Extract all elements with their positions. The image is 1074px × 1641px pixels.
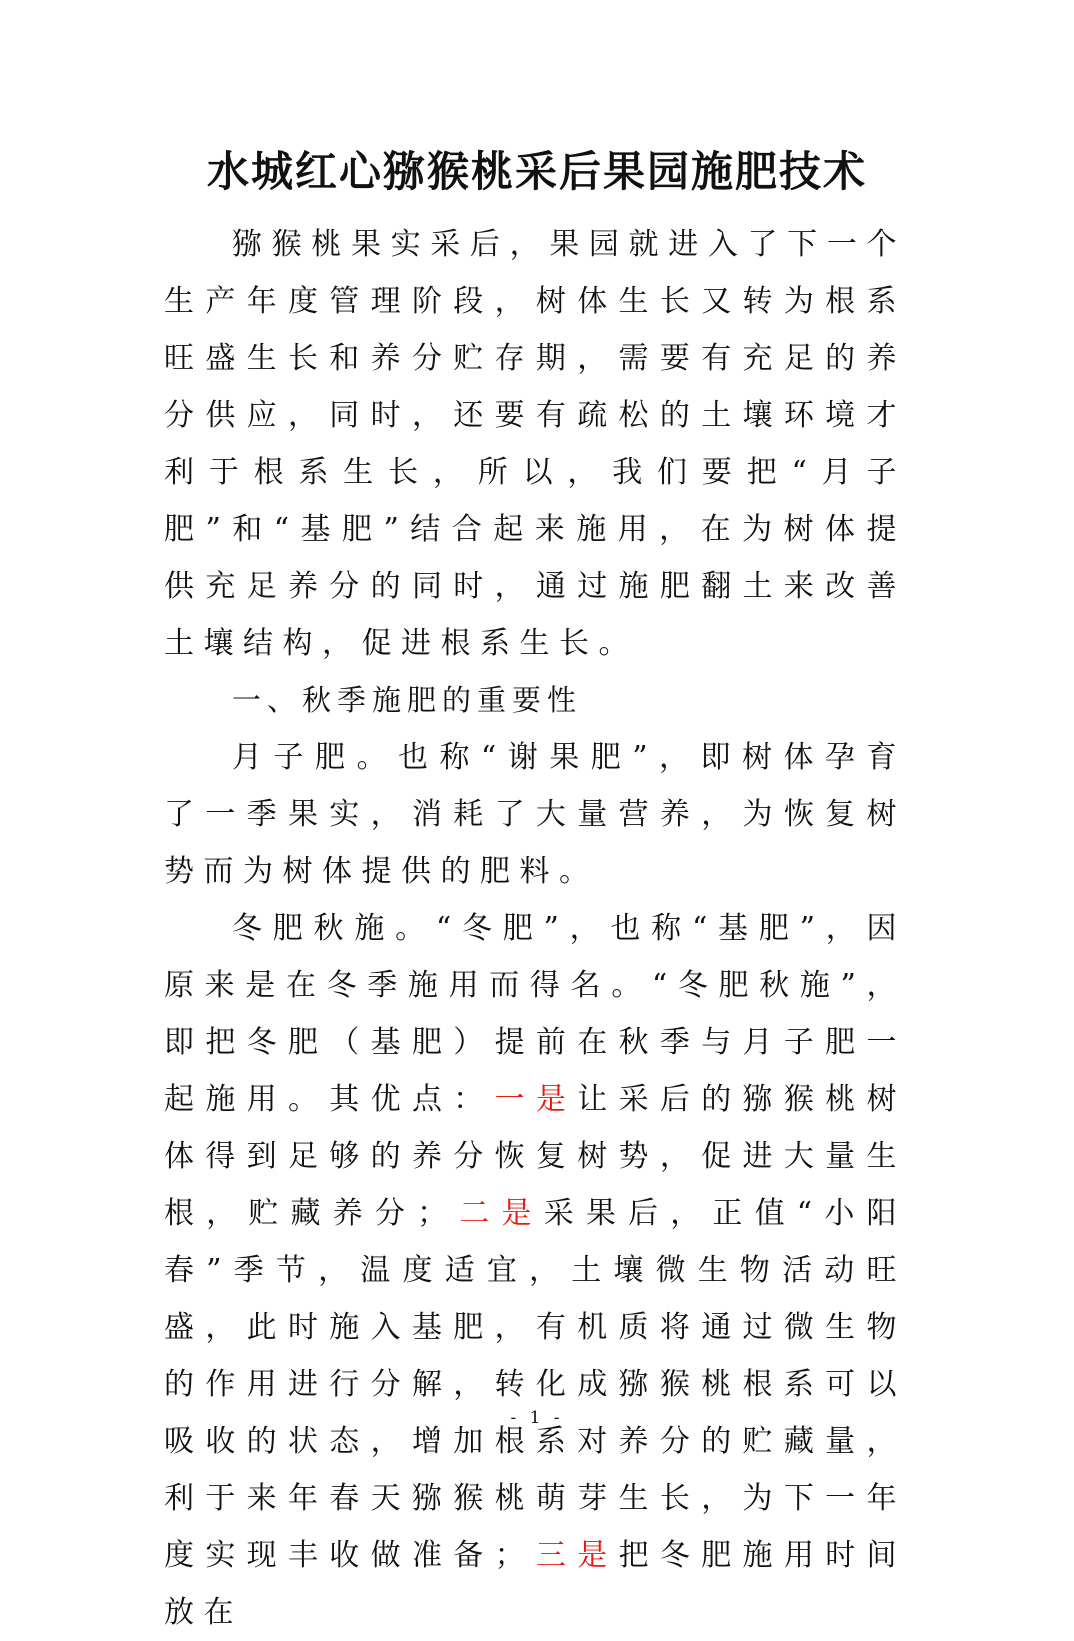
page-number: - 1 -	[510, 1408, 564, 1428]
intro-paragraph: 猕猴桃果实采后，果园就进入了下一个生产年度管理阶段，树体生长又转为根系旺盛生长和养分贮存期，需要有充足的养分供应，同时，还要有疏松的土壤环境才利于根系生长，所以，我们要把“月子肥”和“基肥”结合起来施用，在为树体提供充足养分的同时，通过施肥翻土来改善土壤结构，促进根系生长。	[164, 227, 906, 661]
section-heading: 一、秋季施肥的重要性	[232, 683, 583, 717]
dongfei-text-4: 把冬肥施用时间放在	[164, 1538, 907, 1630]
point-marker-2: 二是	[456, 1196, 544, 1231]
dongfei-text-1: 冬肥秋施。“冬肥”，也称“基肥”，因原来是在冬季施用而得名。“冬肥秋施”，即把冬肥（基肥）提前在秋季与月子肥一起施用。其优点：	[164, 911, 906, 1117]
dongfei-text-2: 让采后的猕猴桃树体得到足够的养分恢复树势，促进大量生根，贮藏养分；	[164, 1082, 907, 1231]
dongfei-text-3: 采果后，正值“小阳春”季节，温度适宜，土壤微生物活动旺盛，此时施入基肥，有机质将通过微生物的作用进行分解，转化成猕猴桃根系可以吸收的状态，增加根系对养分的贮藏量，利于来年春天猕猴桃萌芽生长，为下一年度实现丰收做准备；	[164, 1196, 907, 1573]
point-marker-1: 一是	[494, 1082, 578, 1117]
point-marker-3: 三是	[534, 1538, 619, 1573]
yuezifei-paragraph: 月子肥。也称“谢果肥”，即树体孕育了一季果实，消耗了大量营养，为恢复树势而为树体提供的肥料。	[164, 740, 906, 889]
document-title: 水城红心猕猴桃采后果园施肥技术	[206, 147, 867, 196]
dongfei-paragraph	[164, 900, 906, 1641]
